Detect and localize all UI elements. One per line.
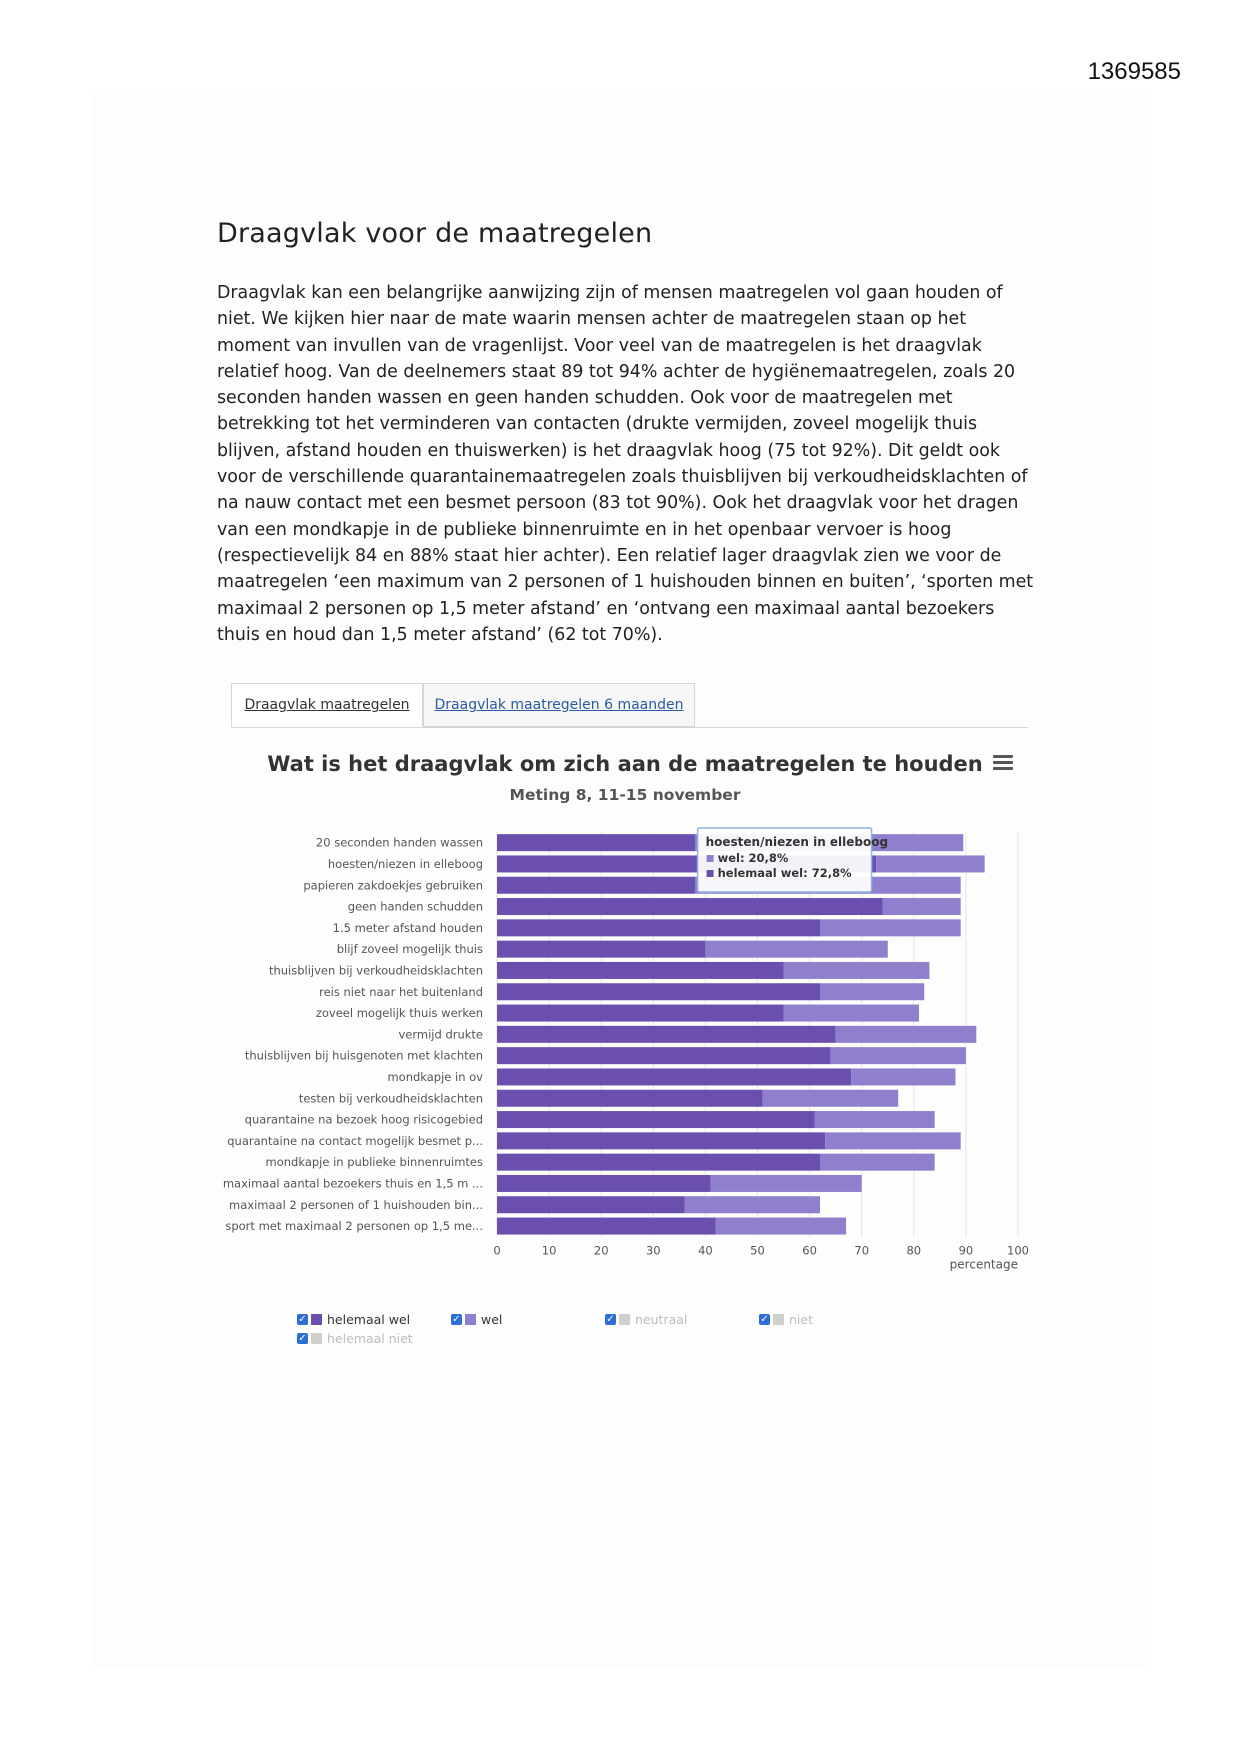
category-label: mondkapje in publieke binnenruimtes bbox=[265, 1155, 483, 1170]
bar-wel[interactable] bbox=[711, 1175, 862, 1192]
bar-helemaal-wel[interactable] bbox=[497, 1068, 851, 1085]
bar-wel[interactable] bbox=[820, 983, 924, 1000]
bar-helemaal-wel[interactable] bbox=[497, 1132, 825, 1149]
tooltip-line: wel: 20,8% bbox=[717, 851, 789, 865]
bar-helemaal-wel[interactable] bbox=[497, 1005, 784, 1022]
chart-subtitle: Meting 8, 11-15 november bbox=[509, 786, 741, 804]
x-tick-label: 30 bbox=[645, 1243, 661, 1258]
category-label: mondkapje in ov bbox=[387, 1069, 483, 1084]
legend-label: niet bbox=[789, 1312, 813, 1327]
category-label: papieren zakdoekjes gebruiken bbox=[303, 878, 483, 893]
category-label: maximaal aantal bezoekers thuis en 1,5 m ... bbox=[222, 1176, 483, 1191]
x-tick-label: 60 bbox=[802, 1243, 817, 1258]
bar-wel[interactable] bbox=[883, 898, 961, 915]
legend-swatch bbox=[311, 1333, 322, 1344]
bar-helemaal-wel[interactable] bbox=[497, 1196, 685, 1213]
chart-legend bbox=[297, 1312, 897, 1352]
bar-wel[interactable] bbox=[825, 1132, 960, 1149]
x-tick-label: 40 bbox=[698, 1243, 713, 1258]
x-tick-label: 80 bbox=[906, 1243, 922, 1258]
x-tick-label: 20 bbox=[593, 1243, 609, 1258]
category-label: testen bij verkoudheidsklachten bbox=[298, 1091, 483, 1106]
bar-wel[interactable] bbox=[685, 1196, 820, 1213]
tooltip-line: helemaal wel: 72,8% bbox=[717, 866, 852, 880]
bar-wel[interactable] bbox=[820, 919, 961, 936]
bar-helemaal-wel[interactable] bbox=[497, 1154, 820, 1171]
legend-label: wel bbox=[481, 1312, 503, 1327]
tab-divider bbox=[231, 727, 1028, 728]
category-label: thuisblijven bij verkoudheidsklachten bbox=[268, 963, 483, 978]
tooltip-swatch bbox=[707, 870, 714, 877]
chart-tooltip bbox=[698, 828, 889, 892]
checkbox-icon[interactable]: ✓ bbox=[298, 1314, 307, 1325]
bar-wel[interactable] bbox=[705, 941, 887, 958]
category-label: 20 seconden handen wassen bbox=[315, 835, 483, 850]
category-label: maximaal 2 personen of 1 huishouden bin... bbox=[229, 1197, 483, 1212]
category-label: quarantaine na bezoek hoog risicogebied bbox=[244, 1112, 483, 1127]
category-label: zoveel mogelijk thuis werken bbox=[315, 1006, 483, 1021]
tab-draagvlak-maatregelen-6-maanden[interactable]: Draagvlak maatregelen 6 maanden bbox=[423, 683, 695, 727]
legend-swatch bbox=[311, 1314, 322, 1325]
document-id: 1369585 bbox=[1087, 58, 1181, 85]
bar-helemaal-wel[interactable] bbox=[497, 1047, 830, 1064]
legend-item-niet[interactable] bbox=[759, 1312, 813, 1327]
body-paragraph: Draagvlak kan een belangrijke aanwijzing zijn of mensen maatregelen vol gaan houden of niet. We kijken hier naar de mate waarin mensen achter de maatregelen staan op het moment van invullen van de vragenlijst. Voor veel van de maatregelen is het draagvlak relatief hoog. Van de deelnemers staat 89 tot 94% achter de hygiënemaatregelen, zoals 20 seconden handen wassen en geen handen schudden. Ook voor de maatregelen met betrekking tot het verminderen van contacten (drukte vermijden, zoveel mogelijk thuis blijven, afstand houden en thuiswerken) is het draagvlak hoog (75 tot 92%). Dit geldt ook voor de verschillende quarantainemaatregelen zoals thuisblijven bij verkoudheidsklachten of na nauw contact met een besmet persoon (83 tot 90%). Ook het draagvlak voor het dragen van een mondkapje in de publieke binnenruimte en in het openbaar vervoer is hoog (respectievelijk 84 en 88% staat hier achter). Een relatief lager draagvlak zien we voor de maatregelen ‘een maximum van 2 personen of 1 huishouden binnen en buiten’, ‘sporten met maximaal 2 personen op 1,5 meter afstand’ en ‘ontvang een maximaal aantal bezoekers thuis en houd dan 1,5 meter afstand’ (62 tot 70%). bbox=[217, 283, 1034, 645]
menu-line bbox=[993, 767, 1013, 770]
chart-tabs bbox=[231, 683, 1028, 728]
checkbox-icon[interactable]: ✓ bbox=[452, 1314, 461, 1325]
tooltip-swatch bbox=[707, 855, 714, 862]
bar-wel[interactable] bbox=[851, 1068, 955, 1085]
bar-helemaal-wel[interactable] bbox=[497, 1026, 836, 1043]
tab-draagvlak-maatregelen[interactable]: Draagvlak maatregelen bbox=[231, 683, 423, 727]
bar-wel[interactable] bbox=[784, 962, 930, 979]
category-label: quarantaine na contact mogelijk besmet p... bbox=[227, 1133, 483, 1148]
legend-label: neutraal bbox=[635, 1312, 688, 1327]
bar-helemaal-wel[interactable] bbox=[497, 1090, 763, 1107]
legend-item-wel[interactable] bbox=[451, 1312, 502, 1327]
bar-helemaal-wel[interactable] bbox=[497, 983, 820, 1000]
x-tick-label: 90 bbox=[958, 1243, 974, 1258]
bar-helemaal-wel[interactable] bbox=[497, 898, 883, 915]
legend-item-helemaal-wel[interactable] bbox=[297, 1312, 410, 1327]
bar-helemaal-wel[interactable] bbox=[497, 834, 695, 851]
category-label: geen handen schudden bbox=[347, 899, 483, 914]
x-tick-label: 70 bbox=[854, 1243, 870, 1258]
bar-wel[interactable] bbox=[763, 1090, 898, 1107]
bar-wel[interactable] bbox=[784, 1005, 919, 1022]
chart-menu-icon[interactable] bbox=[993, 755, 1013, 771]
category-label: hoesten/niezen in elleboog bbox=[327, 856, 483, 871]
bar-helemaal-wel[interactable] bbox=[497, 941, 705, 958]
category-label: 1.5 meter afstand houden bbox=[332, 920, 483, 935]
category-label: vermijd drukte bbox=[398, 1027, 483, 1042]
bar-wel[interactable] bbox=[836, 1026, 977, 1043]
legend-label: helemaal wel bbox=[327, 1312, 411, 1327]
checkbox-icon[interactable]: ✓ bbox=[298, 1333, 307, 1344]
bar-helemaal-wel[interactable] bbox=[497, 1218, 716, 1235]
category-label: sport met maximaal 2 personen op 1,5 me... bbox=[225, 1219, 483, 1234]
x-tick-label: 100 bbox=[1007, 1243, 1029, 1258]
checkbox-icon[interactable]: ✓ bbox=[760, 1314, 769, 1325]
menu-line bbox=[993, 755, 1013, 758]
legend-swatch bbox=[619, 1314, 630, 1325]
x-axis-label: percentage bbox=[949, 1257, 1018, 1272]
legend-label: helemaal niet bbox=[327, 1331, 413, 1346]
bar-wel[interactable] bbox=[820, 1154, 935, 1171]
x-tick-label: 0 bbox=[493, 1243, 501, 1258]
bar-helemaal-wel[interactable] bbox=[497, 1175, 711, 1192]
bar-helemaal-wel[interactable] bbox=[497, 919, 820, 936]
chart-title: Wat is het draagvlak om zich aan de maatregelen te houden bbox=[267, 752, 983, 776]
category-label: thuisblijven bij huisgenoten met klachten bbox=[244, 1048, 483, 1063]
legend-swatch bbox=[465, 1314, 476, 1325]
category-label: blijf zoveel mogelijk thuis bbox=[336, 942, 483, 957]
bar-helemaal-wel[interactable] bbox=[497, 1111, 815, 1128]
legend-item-neutraal[interactable] bbox=[605, 1312, 687, 1327]
bar-wel[interactable] bbox=[815, 1111, 935, 1128]
legend-item-helemaal-niet[interactable] bbox=[297, 1331, 413, 1346]
tooltip-title: hoesten/niezen in elleboog bbox=[705, 835, 889, 849]
bar-wel[interactable] bbox=[716, 1218, 846, 1235]
x-tick-label: 50 bbox=[750, 1243, 765, 1258]
checkbox-icon[interactable]: ✓ bbox=[606, 1314, 615, 1325]
bar-helemaal-wel[interactable] bbox=[497, 877, 695, 894]
bar-wel[interactable] bbox=[876, 855, 984, 872]
menu-line bbox=[993, 761, 1013, 764]
legend-swatch bbox=[773, 1314, 784, 1325]
bar-wel[interactable] bbox=[830, 1047, 965, 1064]
x-tick-label: 10 bbox=[541, 1243, 557, 1258]
bar-chart bbox=[200, 820, 1030, 1280]
bar-helemaal-wel[interactable] bbox=[497, 962, 784, 979]
section-title: Draagvlak voor de maatregelen bbox=[217, 218, 653, 249]
category-label: reis niet naar het buitenland bbox=[319, 984, 483, 999]
